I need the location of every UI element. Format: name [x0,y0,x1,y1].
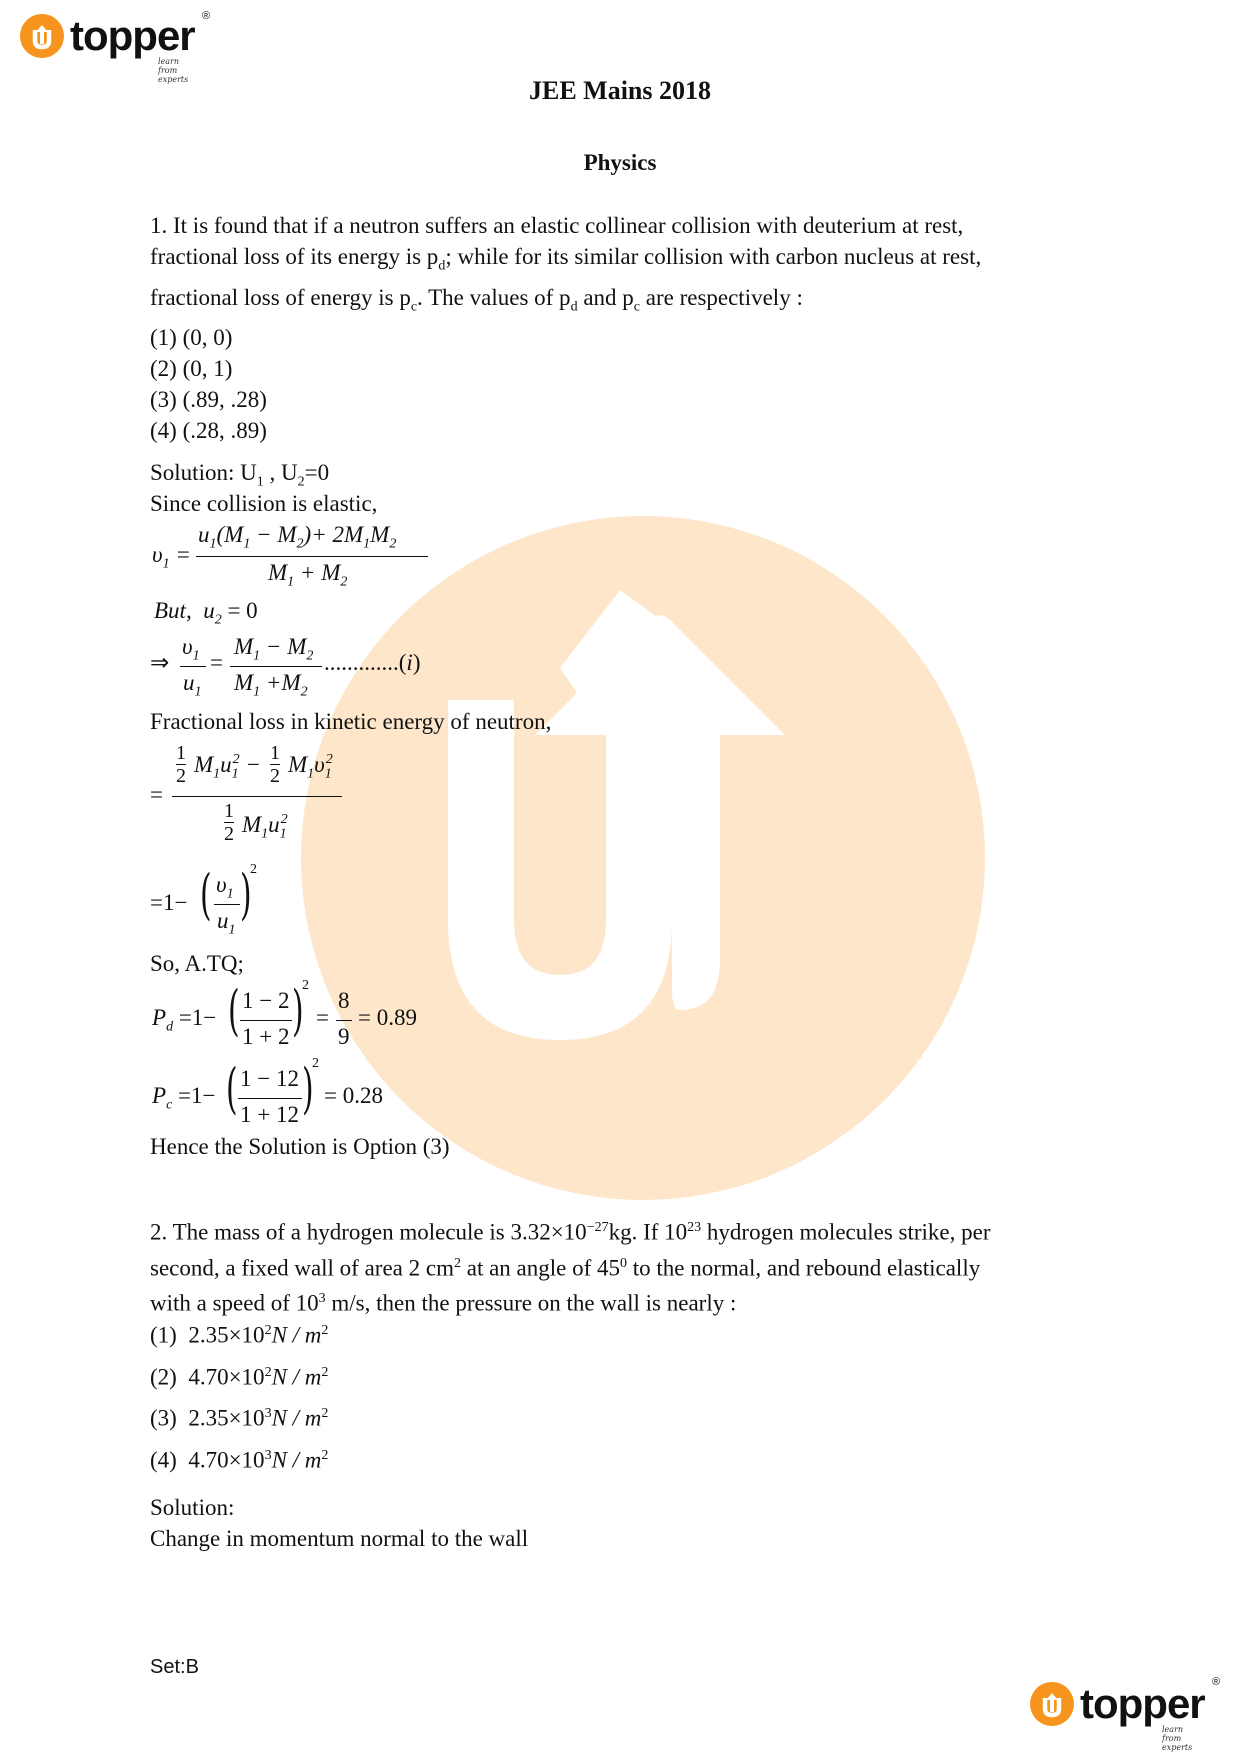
q2-line-1: 2. The mass of a hydrogen molecule is $3.32\times 10^{-27}kg$. If $10^{23}$ hydrogen molecules strike, per [150,1219,991,1245]
q2-option-1: (1) $2.35\times 10^2N / m^2$ [150,1322,329,1348]
q1-line-2: fractional loss of its energy is $p_d$; while for its similar collision with carbon nucleus at rest, [150,244,982,274]
q2-line-3: with a speed of $10^3$ m/s, then the pressure on the wall is nearly : [150,1290,737,1316]
q1-option-3: (3) (.89, .28) [150,387,267,413]
solution-1-atq: So, A.TQ; [150,951,244,976]
set-label: Set:B [150,1656,199,1678]
q2-options [150,1312,328,1479]
question-2 [150,1212,991,1319]
registered-mark: ® [1212,1676,1221,1688]
question-1 [150,210,981,446]
q2-option-2: (2) $4.70\times 10^2N / m^2$ [150,1364,329,1390]
solution-2-head: Solution: [150,1495,235,1520]
solution-2 [150,1492,528,1554]
registered-mark: ® [202,10,211,22]
q1-line-1: 1. It is found that if a neutron suffers an elastic collinear collision with deuterium at rest, [150,213,964,238]
brand-wordmark: topper [1080,1680,1205,1727]
page-title: JEE Mains 2018 [528,76,712,105]
q1-option-4: (4) (.28, .89) [150,418,267,444]
brand-u-icon [1030,1682,1074,1726]
solution-1-hence: Hence the Solution is Option (3) [150,1134,450,1159]
q2-option-3: (3) $2.35\times 10^3N / m^2$ [150,1405,329,1431]
q2-option-4: (4) $4.70\times 10^3N / m^2$ [150,1447,329,1473]
equation-but-u2: But, $u_2 = 0$ [154,598,258,628]
brand-tagline: learn from experts [1162,1725,1193,1752]
solution-2-line: Change in momentum normal to the wall [150,1526,529,1551]
brand-wordmark: topper [70,12,195,59]
q1-option-1: (1) (0, 0) [150,325,233,351]
brand-u-icon [20,14,64,58]
q2-line-2: second, a fixed wall of area 2 $cm^2$ at an angle of $45^0$ to the normal, and rebound elastically [150,1255,981,1281]
solution-1-fractional-loss: Fractional loss in kinetic energy of neutron, [150,709,552,734]
q1-line-3: fractional loss of energy is $p_c$. The values of $p_d$ and $p_c$ are respectively : [150,284,803,315]
subject-heading: Physics [583,150,657,175]
q1-option-2: (2) (0, 1) [150,356,233,382]
brand-tagline: learn from experts [158,57,189,84]
header-logo [20,10,211,84]
footer-logo [1030,1676,1221,1752]
solution-1-elastic: Since collision is elastic, [150,491,378,516]
solution-1-head: Solution: $U_1$ , $U_2=0$ [150,460,330,490]
